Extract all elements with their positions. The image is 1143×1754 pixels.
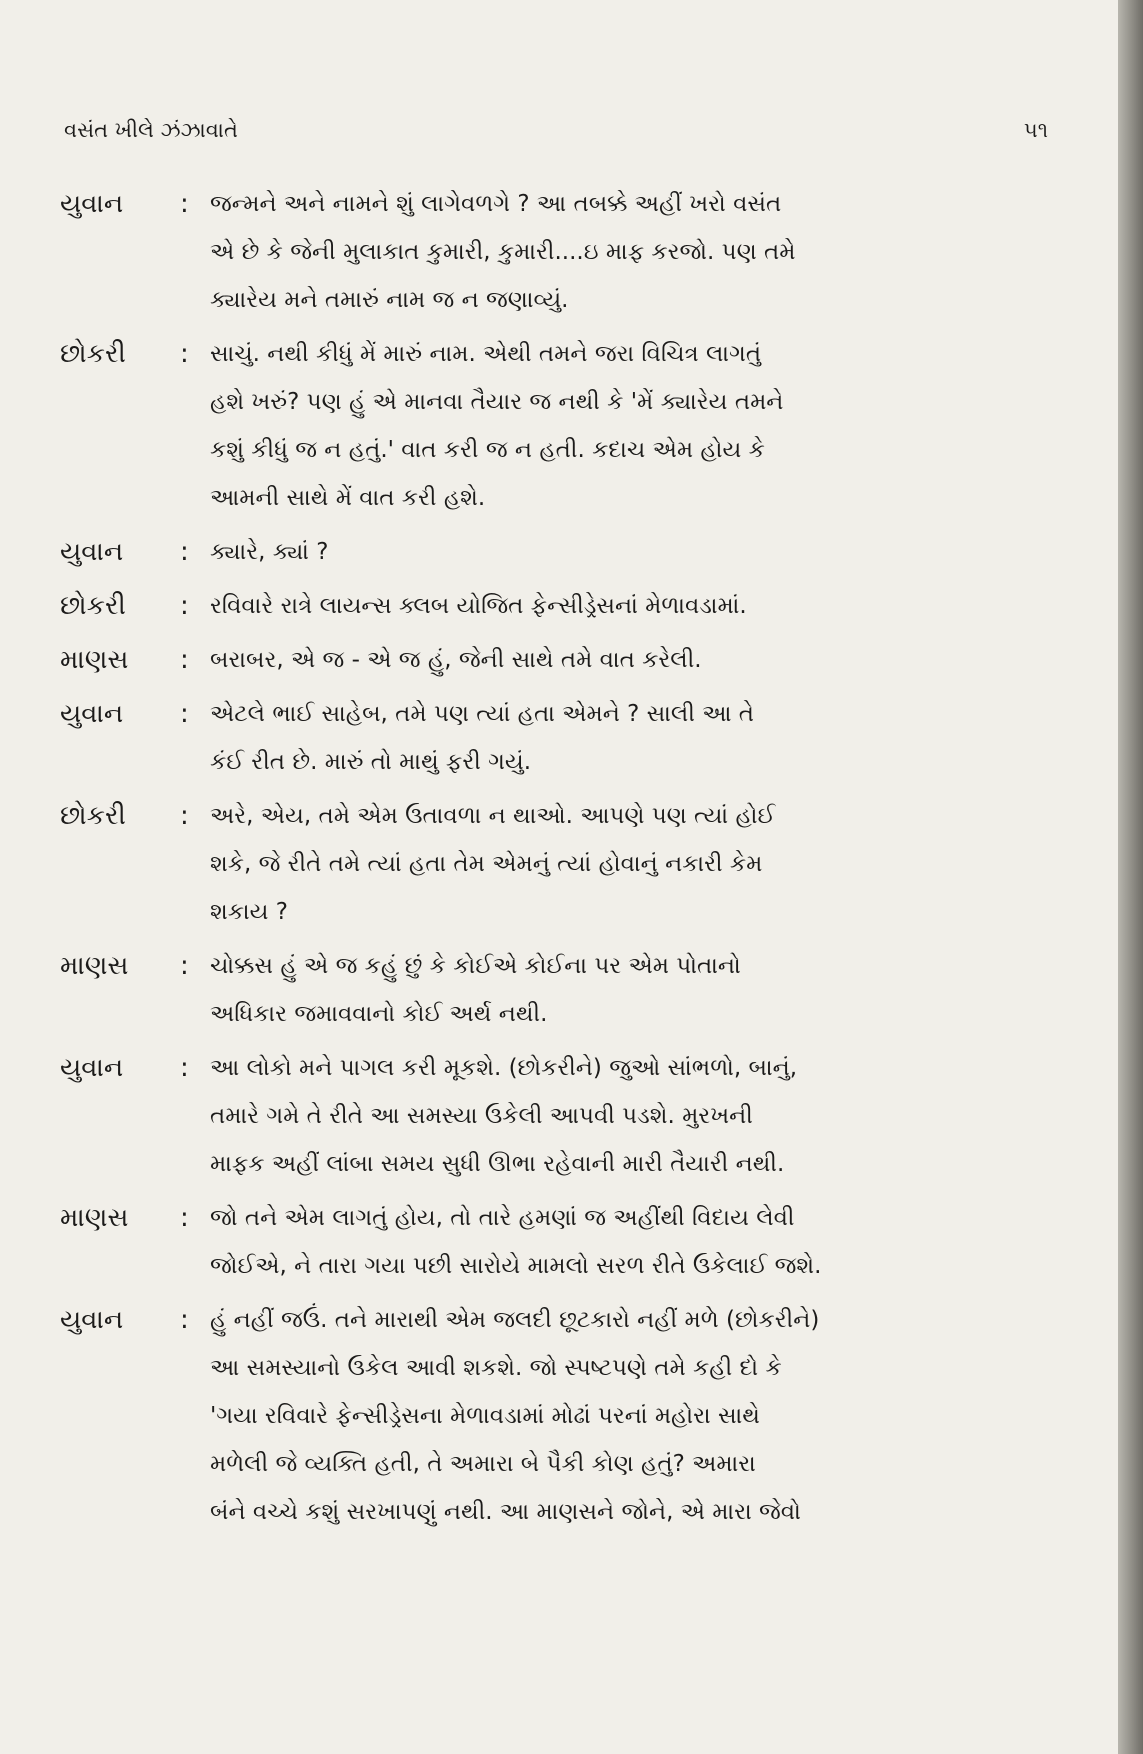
- dialogue-text: [210, 582, 1050, 630]
- speaker-name: યુવાન: [60, 1305, 124, 1335]
- dialogue-line: આ લોકો મને પાગલ કરી મૂકશે. (છોકરીને) જુઓ સાંભળો, બાનું,: [210, 1055, 798, 1081]
- dialogue-line: એ છે કે જેની મુલાકાત કુમારી, કુમારી....ઇ માફ કરજો. પણ તમે: [210, 239, 796, 265]
- speaker-colon: :: [180, 645, 189, 675]
- dialogue-text: [210, 942, 1050, 1038]
- dialogue-entry: [60, 582, 1050, 630]
- dialogue-line: બરાબર, એ જ - એ જ હું, જેની સાથે તમે વાત કરેલી.: [210, 647, 702, 673]
- speaker-name: માણસ: [60, 951, 129, 981]
- speaker-name: છોકરી: [60, 801, 126, 831]
- speaker-name: યુવાન: [60, 189, 124, 219]
- dialogue-line: કંઈ રીત છે. મારું તો માથું ફરી ગયું.: [210, 749, 532, 775]
- speaker-colon: :: [180, 951, 189, 981]
- dialogue-text: [210, 1194, 1050, 1290]
- dialogue-line: હું નહીં જઉં. તને મારાથી એમ જલદી છૂટકારો નહીં મળે (છોકરીને): [210, 1307, 820, 1333]
- dialogue-line: કશું કીધું જ ન હતું.' વાત કરી જ ન હતી. કદાચ એમ હોય કે: [210, 437, 765, 463]
- speaker-name: છોકરી: [60, 339, 126, 369]
- speaker-name: માણસ: [60, 1203, 129, 1233]
- page-number: ૫૧: [1023, 118, 1048, 142]
- speaker-colon: :: [180, 1305, 189, 1335]
- page-edge: [1118, 0, 1143, 1754]
- dialogue-text: [210, 636, 1050, 684]
- dialogue-line: તમારે ગમે તે રીતે આ સમસ્યા ઉકેલી આપવી પડશે. મુરખની: [210, 1103, 753, 1129]
- running-title: વસંત ખીલે ઝંઝાવાતે: [64, 118, 238, 142]
- dialogue-entry: [60, 1044, 1050, 1188]
- dialogue-line: રવિવારે રાત્રે લાયન્સ ક્લબ યોજિત ફેન્સીડ્રેસનાં મેળાવડામાં.: [210, 593, 747, 619]
- dialogue-line: એટલે ભાઈ સાહેબ, તમે પણ ત્યાં હતા એમને ? સાલી આ તે: [210, 701, 755, 727]
- dialogue-line: 'ગયા રવિવારે ફેન્સીડ્રેસના મેળાવડામાં મોઢાં પરનાં મહોરા સાથે: [210, 1403, 760, 1429]
- dialogue-body: [60, 180, 1050, 1542]
- dialogue-line: શકે, જે રીતે તમે ત્યાં હતા તેમ એમનું ત્યાં હોવાનું નકારી કેમ: [210, 851, 763, 877]
- speaker-colon: :: [180, 1203, 189, 1233]
- dialogue-text: [210, 1044, 1050, 1188]
- speaker-name: યુવાન: [60, 1053, 124, 1083]
- dialogue-line: જોઈએ, ને તારા ગયા પછી સારોયે મામલો સરળ રીતે ઉકેલાઈ જશે.: [210, 1253, 822, 1279]
- dialogue-entry: [60, 690, 1050, 786]
- dialogue-entry: [60, 942, 1050, 1038]
- dialogue-text: [210, 792, 1050, 936]
- dialogue-line: મળેલી જે વ્યક્તિ હતી, તે અમારા બે પૈકી કોણ હતું? અમારા: [210, 1451, 756, 1477]
- dialogue-text: [210, 330, 1050, 522]
- dialogue-line: અરે, એય, તમે એમ ઉતાવળા ન થાઓ. આપણે પણ ત્યાં હોઈ: [210, 803, 776, 829]
- dialogue-line: શકાય ?: [210, 899, 288, 925]
- speaker-colon: :: [180, 537, 189, 567]
- dialogue-entry: [60, 528, 1050, 576]
- dialogue-line: આ સમસ્યાનો ઉકેલ આવી શકશે. જો સ્પષ્ટપણે તમે કહી દો કે: [210, 1355, 782, 1381]
- speaker-name: યુવાન: [60, 699, 124, 729]
- dialogue-line: ક્યારે, ક્યાં ?: [210, 539, 329, 565]
- speaker-colon: :: [180, 591, 189, 621]
- dialogue-entry: [60, 792, 1050, 936]
- speaker-name: માણસ: [60, 645, 129, 675]
- dialogue-text: [210, 180, 1050, 324]
- dialogue-entry: [60, 1296, 1050, 1536]
- dialogue-line: આમની સાથે મેં વાત કરી હશે.: [210, 485, 486, 511]
- dialogue-line: અધિકાર જમાવવાનો કોઈ અર્થ નથી.: [210, 1001, 548, 1027]
- dialogue-line: જન્મને અને નામને શું લાગેવળગે ? આ તબક્કે અહીં ખરો વસંત: [210, 191, 782, 217]
- dialogue-entry: [60, 330, 1050, 522]
- dialogue-line: ચોક્કસ હું એ જ કહું છું કે કોઈએ કોઈના પર એમ પોતાનો: [210, 953, 741, 979]
- dialogue-entry: [60, 636, 1050, 684]
- dialogue-text: [210, 528, 1050, 576]
- dialogue-line: સાચું. નથી કીધું મેં મારું નામ. એથી તમને જરા વિચિત્ર લાગતું: [210, 341, 762, 367]
- dialogue-entry: [60, 180, 1050, 324]
- dialogue-line: માફક અહીં લાંબા સમય સુધી ઊભા રહેવાની મારી તૈયારી નથી.: [210, 1151, 785, 1177]
- speaker-colon: :: [180, 339, 189, 369]
- speaker-colon: :: [180, 801, 189, 831]
- dialogue-line: ક્યારેય મને તમારું નામ જ ન જણાવ્યું.: [210, 287, 569, 313]
- dialogue-line: જો તને એમ લાગતું હોય, તો તારે હમણાં જ અહીંથી વિદાય લેવી: [210, 1205, 795, 1231]
- speaker-name: છોકરી: [60, 591, 126, 621]
- speaker-name: યુવાન: [60, 537, 124, 567]
- page-header: [64, 118, 1048, 158]
- speaker-colon: :: [180, 699, 189, 729]
- dialogue-entry: [60, 1194, 1050, 1290]
- speaker-colon: :: [180, 189, 189, 219]
- dialogue-text: [210, 1296, 1050, 1536]
- dialogue-line: હશે ખરું? પણ હું એ માનવા તૈયાર જ નથી કે 'મેં ક્યારેય તમને: [210, 389, 784, 415]
- dialogue-line: બંને વચ્ચે કશું સરખાપણું નથી. આ માણસને જોને, એ મારા જેવો: [210, 1499, 801, 1525]
- dialogue-text: [210, 690, 1050, 786]
- speaker-colon: :: [180, 1053, 189, 1083]
